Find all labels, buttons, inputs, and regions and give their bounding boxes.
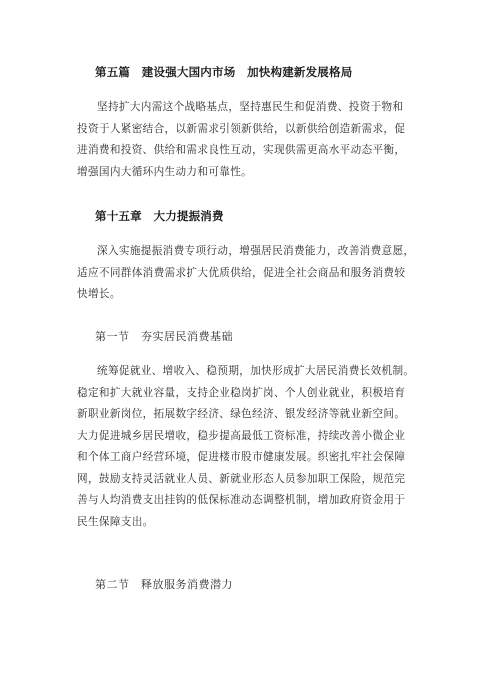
paragraph-line: 民生保障支出。	[77, 515, 154, 528]
paragraph-line: 坚持扩大内需这个战略基点，坚持惠民生和促消费、投资于物和	[97, 101, 404, 113]
paragraph-line: 善与人均消费支出挂钩的低保标准动态调整机制，增加政府资金用于	[77, 494, 406, 506]
part-intro-paragraph	[77, 97, 405, 183]
paragraph-line: 新职业新岗位，拓展数字经济、绿色经济、银发经济等就业新空间。	[77, 408, 406, 420]
paragraph-line: 稳定和扩大就业容量，支持企业稳岗扩岗、个人创业就业，积极培育	[77, 386, 406, 399]
part-heading: 第五篇 建设强大国内市场 加快构建新发展格局	[95, 65, 353, 79]
paragraph-line: 增强国内大循环内生动力和可靠性。	[77, 165, 253, 178]
paragraph-line: 网，鼓励支持灵活就业人员、新就业形态人员参加职工保险，规范完	[77, 472, 406, 485]
paragraph-line: 深入实施提振消费专项行动，增强居民消费能力，改善消费意愿，	[97, 245, 415, 257]
paragraph-line: 适应不同群体消费需求扩大优质供给，促进全社会商品和服务消费较	[77, 266, 406, 279]
section-1-heading: 第一节 夯实居民消费基础	[95, 330, 233, 343]
paragraph-line: 进消费和投资、供给和需求良性互动，实现供需更高水平动态平衡，	[77, 144, 406, 156]
section-2-heading: 第二节 释放服务消费潜力	[95, 578, 233, 591]
paragraph-line: 投资于人紧密结合，以新需求引领新供给，以新供给创造新需求，促	[77, 122, 406, 135]
paragraph-line: 和个体工商户经营环境，促进楼市股市健康发展。织密扎牢社会保障	[77, 451, 406, 463]
section-1-paragraph	[77, 361, 415, 533]
chapter-intro-paragraph	[77, 241, 415, 306]
paragraph-line: 快增长。	[77, 288, 121, 300]
paragraph-line: 大力促进城乡居民增收，稳步提高最低工资标准，持续改善小微企业	[77, 429, 406, 442]
chapter-heading: 第十五章 大力提振消费	[95, 209, 224, 223]
paragraph-line: 统筹促就业、增收入、稳预期，加快形成扩大居民消费长效机制。	[97, 365, 415, 377]
